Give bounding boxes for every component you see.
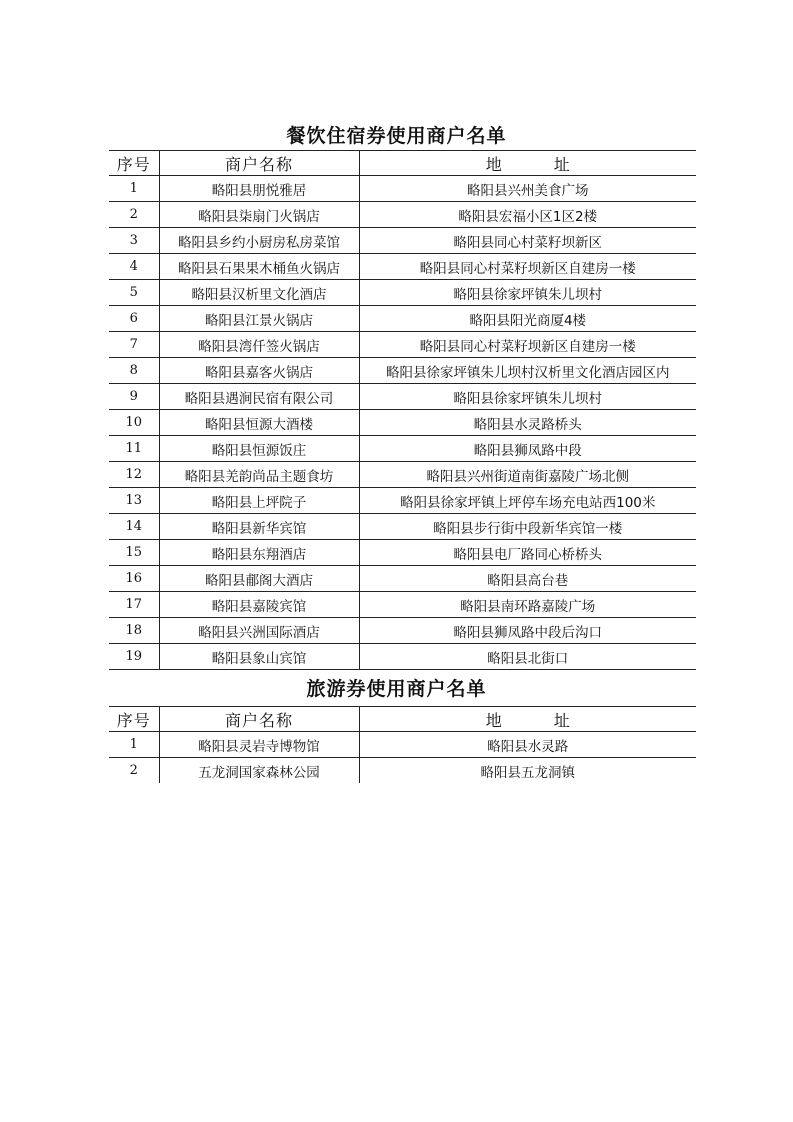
- merchant-address: 略阳县电厂路同心桥桥头: [359, 540, 696, 566]
- merchant-address: 略阳县五龙洞镇: [359, 758, 696, 784]
- header-address: 地 址: [359, 707, 696, 732]
- table-row: [109, 176, 696, 202]
- table-row: [109, 202, 696, 228]
- merchant-name: 略阳县柒扇门火锅店: [159, 202, 359, 228]
- merchant-name: 略阳县湾仟签火锅店: [159, 332, 359, 358]
- row-index: 18: [109, 618, 159, 644]
- header-index: 序号: [109, 707, 159, 732]
- table-row: [109, 758, 696, 784]
- merchant-address: 略阳县北街口: [359, 644, 696, 670]
- merchant-address: 略阳县阳光商厦4楼: [359, 306, 696, 332]
- merchant-address: 略阳县宏福小区1区2楼: [359, 202, 696, 228]
- table-header-row: [109, 151, 696, 176]
- merchant-address: 略阳县高台巷: [359, 566, 696, 592]
- merchant-name: 略阳县朋悦雅居: [159, 176, 359, 202]
- row-index: 2: [109, 202, 159, 228]
- row-index: 12: [109, 462, 159, 488]
- merchant-name: 略阳县兴洲国际酒店: [159, 618, 359, 644]
- row-index: 14: [109, 514, 159, 540]
- merchant-address: 略阳县徐家坪镇朱儿坝村: [359, 280, 696, 306]
- merchant-address: 略阳县同心村菜籽坝新区自建房一楼: [359, 332, 696, 358]
- header-merchant-name: 商户名称: [159, 151, 359, 176]
- table-row: [109, 462, 696, 488]
- merchant-name: 略阳县汉析里文化酒店: [159, 280, 359, 306]
- merchant-address: 略阳县狮凤路中段: [359, 436, 696, 462]
- merchant-address: 略阳县徐家坪镇朱儿坝村汉析里文化酒店园区内: [359, 358, 696, 384]
- table-row: [109, 644, 696, 670]
- merchant-address: 略阳县步行街中段新华宾馆一楼: [359, 514, 696, 540]
- tourism-merchant-table: [109, 706, 696, 783]
- table-row: [109, 280, 696, 306]
- table-row: [109, 228, 696, 254]
- tourism-list-title: 旅游券使用商户名单: [306, 678, 487, 700]
- merchant-address: 略阳县南环路嘉陵广场: [359, 592, 696, 618]
- merchant-address: 略阳县徐家坪镇朱儿坝村: [359, 384, 696, 410]
- merchant-name: 略阳县上坪院子: [159, 488, 359, 514]
- merchant-name: 略阳县郙阁大酒店: [159, 566, 359, 592]
- header-address: 地 址: [359, 151, 696, 176]
- merchant-name: 略阳县灵岩寺博物馆: [159, 732, 359, 758]
- merchant-name: 略阳县羌韵尚品主题食坊: [159, 462, 359, 488]
- row-index: 16: [109, 566, 159, 592]
- row-index: 19: [109, 644, 159, 670]
- merchant-name: 略阳县石果果木桶鱼火锅店: [159, 254, 359, 280]
- merchant-name: 略阳县嘉陵宾馆: [159, 592, 359, 618]
- row-index: 1: [109, 176, 159, 202]
- dining-list-title: 餐饮住宿券使用商户名单: [286, 125, 507, 147]
- merchant-address: 略阳县徐家坪镇上坪停车场充电站西100米: [359, 488, 696, 514]
- merchant-address: 略阳县狮凤路中段后沟口: [359, 618, 696, 644]
- table-row: [109, 592, 696, 618]
- merchant-address: 略阳县水灵路: [359, 732, 696, 758]
- merchant-name: 五龙洞国家森林公园: [159, 758, 359, 784]
- table-row: [109, 566, 696, 592]
- merchant-name: 略阳县象山宾馆: [159, 644, 359, 670]
- table-row: [109, 306, 696, 332]
- table-row: [109, 514, 696, 540]
- row-index: 8: [109, 358, 159, 384]
- dining-merchant-table: [109, 150, 696, 670]
- merchant-name: 略阳县江景火锅店: [159, 306, 359, 332]
- row-index: 4: [109, 254, 159, 280]
- row-index: 11: [109, 436, 159, 462]
- merchant-address: 略阳县同心村菜籽坝新区自建房一楼: [359, 254, 696, 280]
- merchant-name: 略阳县嘉客火锅店: [159, 358, 359, 384]
- merchant-name: 略阳县恒源饭庄: [159, 436, 359, 462]
- table-row: [109, 540, 696, 566]
- table-row: [109, 618, 696, 644]
- table-row: [109, 332, 696, 358]
- merchant-address: 略阳县水灵路桥头: [359, 410, 696, 436]
- row-index: 15: [109, 540, 159, 566]
- merchant-name: 略阳县乡约小厨房私房菜馆: [159, 228, 359, 254]
- row-index: 6: [109, 306, 159, 332]
- row-index: 17: [109, 592, 159, 618]
- table-row: [109, 732, 696, 758]
- row-index: 9: [109, 384, 159, 410]
- row-index: 7: [109, 332, 159, 358]
- header-index: 序号: [109, 151, 159, 176]
- header-merchant-name: 商户名称: [159, 707, 359, 732]
- table-row: [109, 358, 696, 384]
- merchant-name: 略阳县新华宾馆: [159, 514, 359, 540]
- table-row: [109, 384, 696, 410]
- row-index: 2: [129, 763, 138, 778]
- table-row: [109, 436, 696, 462]
- row-index: 10: [109, 410, 159, 436]
- row-index: 3: [109, 228, 159, 254]
- merchant-name: 略阳县恒源大酒楼: [159, 410, 359, 436]
- row-index: 13: [109, 488, 159, 514]
- merchant-address: 略阳县兴州美食广场: [359, 176, 696, 202]
- merchant-name: 略阳县遇涧民宿有限公司: [159, 384, 359, 410]
- table-row: [109, 254, 696, 280]
- merchant-address: 略阳县兴州街道南街嘉陵广场北侧: [359, 462, 696, 488]
- merchant-address: 略阳县同心村菜籽坝新区: [359, 228, 696, 254]
- merchant-name: 略阳县东翔酒店: [159, 540, 359, 566]
- table-row: [109, 410, 696, 436]
- table-header-row: [109, 707, 696, 732]
- row-index: 5: [109, 280, 159, 306]
- table-row: [109, 488, 696, 514]
- row-index: 1: [109, 732, 159, 758]
